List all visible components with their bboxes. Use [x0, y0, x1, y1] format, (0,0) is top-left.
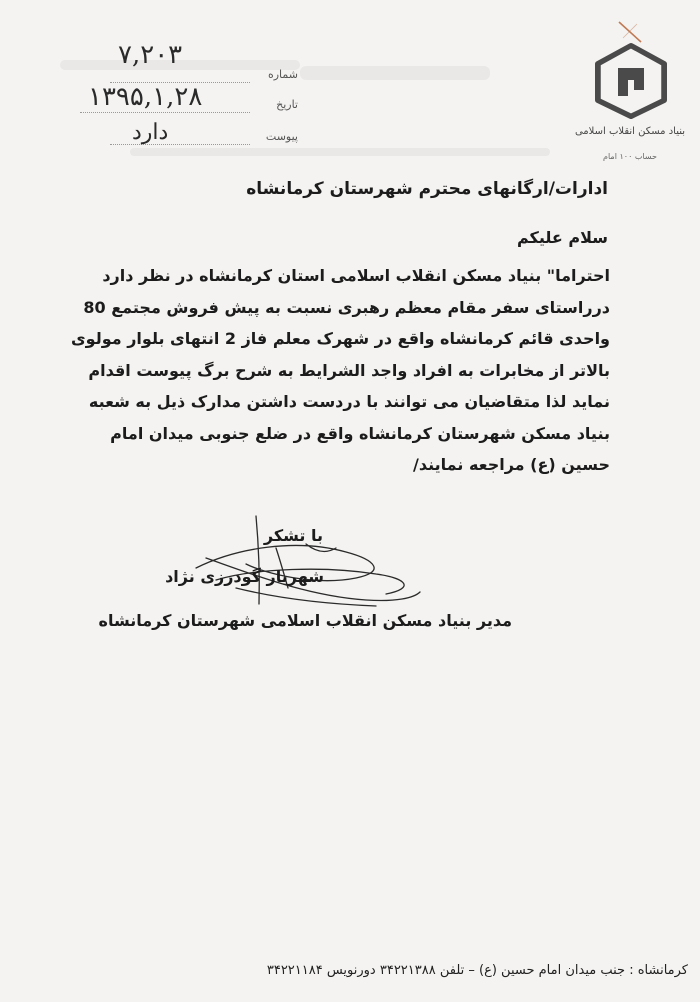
body-line: درراستای سفر مقام معظم رهبری نسبت به پیش فروش مجتمع 80 [83, 297, 610, 317]
show-through-mark [300, 66, 490, 80]
attachment-label: پیوست [265, 130, 298, 143]
show-through-mark [130, 148, 550, 156]
body-line: بنیاد مسکن شهرستان کرمانشاه واقع در ضلع جنوبی میدان امام [110, 423, 610, 443]
date-value: ۱۳۹۵,۱,۲۸ [88, 82, 203, 112]
signer-title: مدیر بنیاد مسکن انقلاب اسلامی شهرستان کرمانشاه [98, 611, 512, 630]
attachment-line [110, 144, 250, 145]
footer-address: کرمانشاه : جنب میدان امام حسین (ع) – تلفن ۳۴۲۲۱۳۸۸ دورنویس ۳۴۲۲۱۱۸۴ [266, 963, 688, 978]
date-label: تاریخ [276, 98, 298, 111]
body-line: بالاتر از مخابرات به افراد واجد الشرایط به شرح برگ پیوست اقدام [88, 360, 610, 380]
organization-subtitle: حساب ۱۰۰ امام [603, 152, 657, 161]
body-line: نماید لذا متقاضیان می توانند با دردست داشتن مدارک ذیل به شعبه [88, 392, 610, 411]
letter-body [71, 260, 610, 481]
number-value: ۷,۲۰۳ [118, 40, 183, 70]
greeting: سلام علیکم [516, 228, 608, 247]
organization-name: بنیاد مسکن انقلاب اسلامی [574, 126, 686, 137]
closing: با تشکر [263, 526, 323, 545]
addressee: ادارات/ارگانهای محترم شهرستان کرمانشاه [246, 179, 608, 199]
number-label: شماره [267, 68, 298, 81]
body-line: احتراما" بنیاد مسکن انقلاب اسلامی استان کرمانشاه در نظر دارد [102, 266, 610, 285]
body-line: حسین (ع) مراجعه نمایند/ [413, 455, 610, 474]
signature-image [176, 508, 426, 618]
body-line: واحدی قائم کرمانشاه واقع در شهرک معلم فاز 2 انتهای بلوار مولوی [71, 329, 610, 348]
attachment-value: دارد [132, 120, 169, 145]
date-line [80, 112, 250, 113]
signer-name: شهریار گودرزی نژاد [165, 567, 324, 586]
bonyad-maskan-logo-icon [588, 40, 674, 120]
